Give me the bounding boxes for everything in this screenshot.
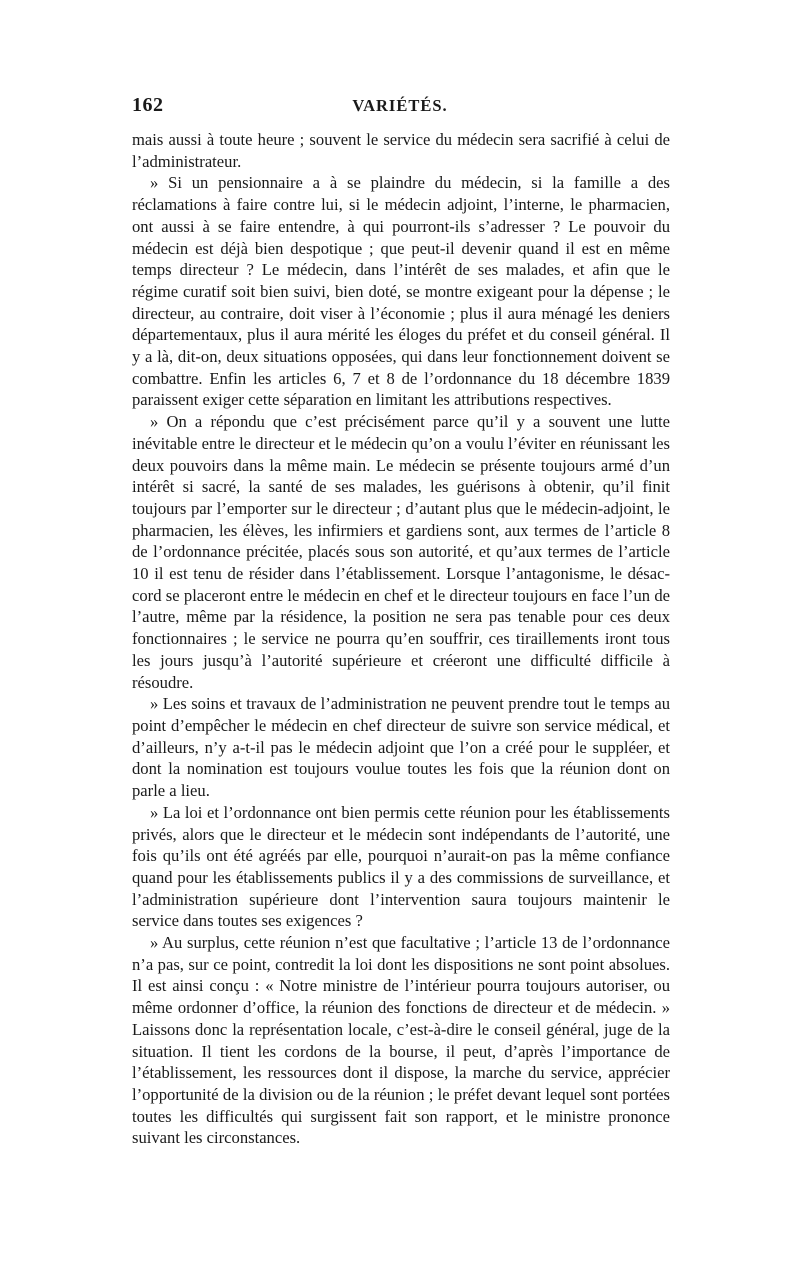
paragraph-law: » La loi et l’ordonnance ont bien permis cette réunion pour les établissements privés, alors que le directeur et le médecin sont indépendants de l’autorité, une fois qu’ils ont été agréés par elle, pourquoi n’aurait-on pas la même confiance quand pour les établissements publics il y a des commissions de surveillance, et l’administration supérieure dont l’intervention saura toujours maintenir le service dans toutes ses exigences ? [132, 802, 670, 931]
paragraph-conclusion: » Au surplus, cette réunion n’est que facultative ; l’article 13 de l’ordonnance n’a pas, sur ce point, contredit la loi dont les dispositions ne sont point absolues. Il est ainsi conçu : « Notre ministre de l’intérieur pourra toujours autoriser, ou même ordonner d’office, la réunion des fonctions de directeur et de médecin. » Laissons donc la représentation locale, c’est-à-dire le conseil général, juge de la situation. Il tient les cordons de la bourse, il peut, d’après l’importance de l’établissement, les ressources dont il dispose, la marche du service, apprécier l’opportunité de la division ou de la réunion ; le préfet devant lequel sont portées toutes les difficultés qui surgissent fait son rapport, et le ministre prononce suivant les circonstances. [132, 933, 670, 1148]
body-text [132, 129, 670, 1149]
running-title: VARIÉTÉS. [352, 96, 448, 115]
paragraph-continuation: mais aussi à toute heure ; souvent le service du médecin sera sacrifié à celui de l’administrateur. [132, 130, 670, 171]
page-number: 162 [132, 94, 164, 116]
paragraph-administration: » Les soins et travaux de l’administration ne peuvent prendre tout le temps au point d’empêcher le médecin en chef directeur de suivre son service médical, et d’ailleurs, n’y a-t-il pas le médecin adjoint que l’on a créé pour le suppléer, et dont la nomination est toujours voulue toutes les fois que la réunion dont on parle a lieu. [132, 694, 670, 801]
paragraph-response: » On a répondu que c’est précisément parce qu’il y a souvent une lutte inévitable entre le directeur et le médecin qu’on a voulu l’éviter en réunissant les deux pouvoirs dans la même main. Le médecin se présente toujours armé d’un intérêt si sacré, la santé de ses malades, les guérisons à obtenir, qu’il finit toujours par l’emporter sur le directeur ; d’autant plus que le médecin-adjoint, le pharmacien, les élèves, les infirmiers et gardiens sont, aux termes de l’article 8 de l’ordonnance précitée, placés sous son autorité, et qu’aux termes de l’article 10 il est tenu de résider dans l’établissement. Lorsque l’antagonisme, le désaccord se placeront entre le médecin en chef et le directeur toujours en face l’un de l’autre, même par la résidence, la position ne sera pas tenable pour ces deux fonctionnaires ; le service ne pourra qu’en souffrir, ces tiraillements iront tous les jours jusqu’à l’autorité supérieure et créeront une difficulté difficile à résoudre. [132, 412, 670, 692]
paragraph-complaints: » Si un pensionnaire a à se plaindre du médecin, si la famille a des réclamations à faire contre lui, si le médecin adjoint, l’interne, le pharmacien, ont aussi à se faire entendre, à qui pourront-ils s’adresser ? Le pouvoir du médecin est déjà bien despotique ; que peut-il devenir quand il est en même temps directeur ? Le médecin, dans l’intérêt de ses malades, et afin que le régime curatif soit bien suivi, bien doté, se montre exigeant pour la dépense ; le directeur, au contraire, doit viser à l’économie ; plus il aura ménagé les deniers départementaux, plus il aura mérité les éloges du préfet et du conseil général. Il y a là, dit-on, deux situations opposées, qui dans leur fonctionnement doivent se combattre. Enfin les articles 6, 7 et 8 de l’ordonnance du 18 décembre 1839 paraissent exiger cette séparation en limitant les attributions respectives. [132, 173, 670, 410]
running-head [128, 94, 672, 120]
